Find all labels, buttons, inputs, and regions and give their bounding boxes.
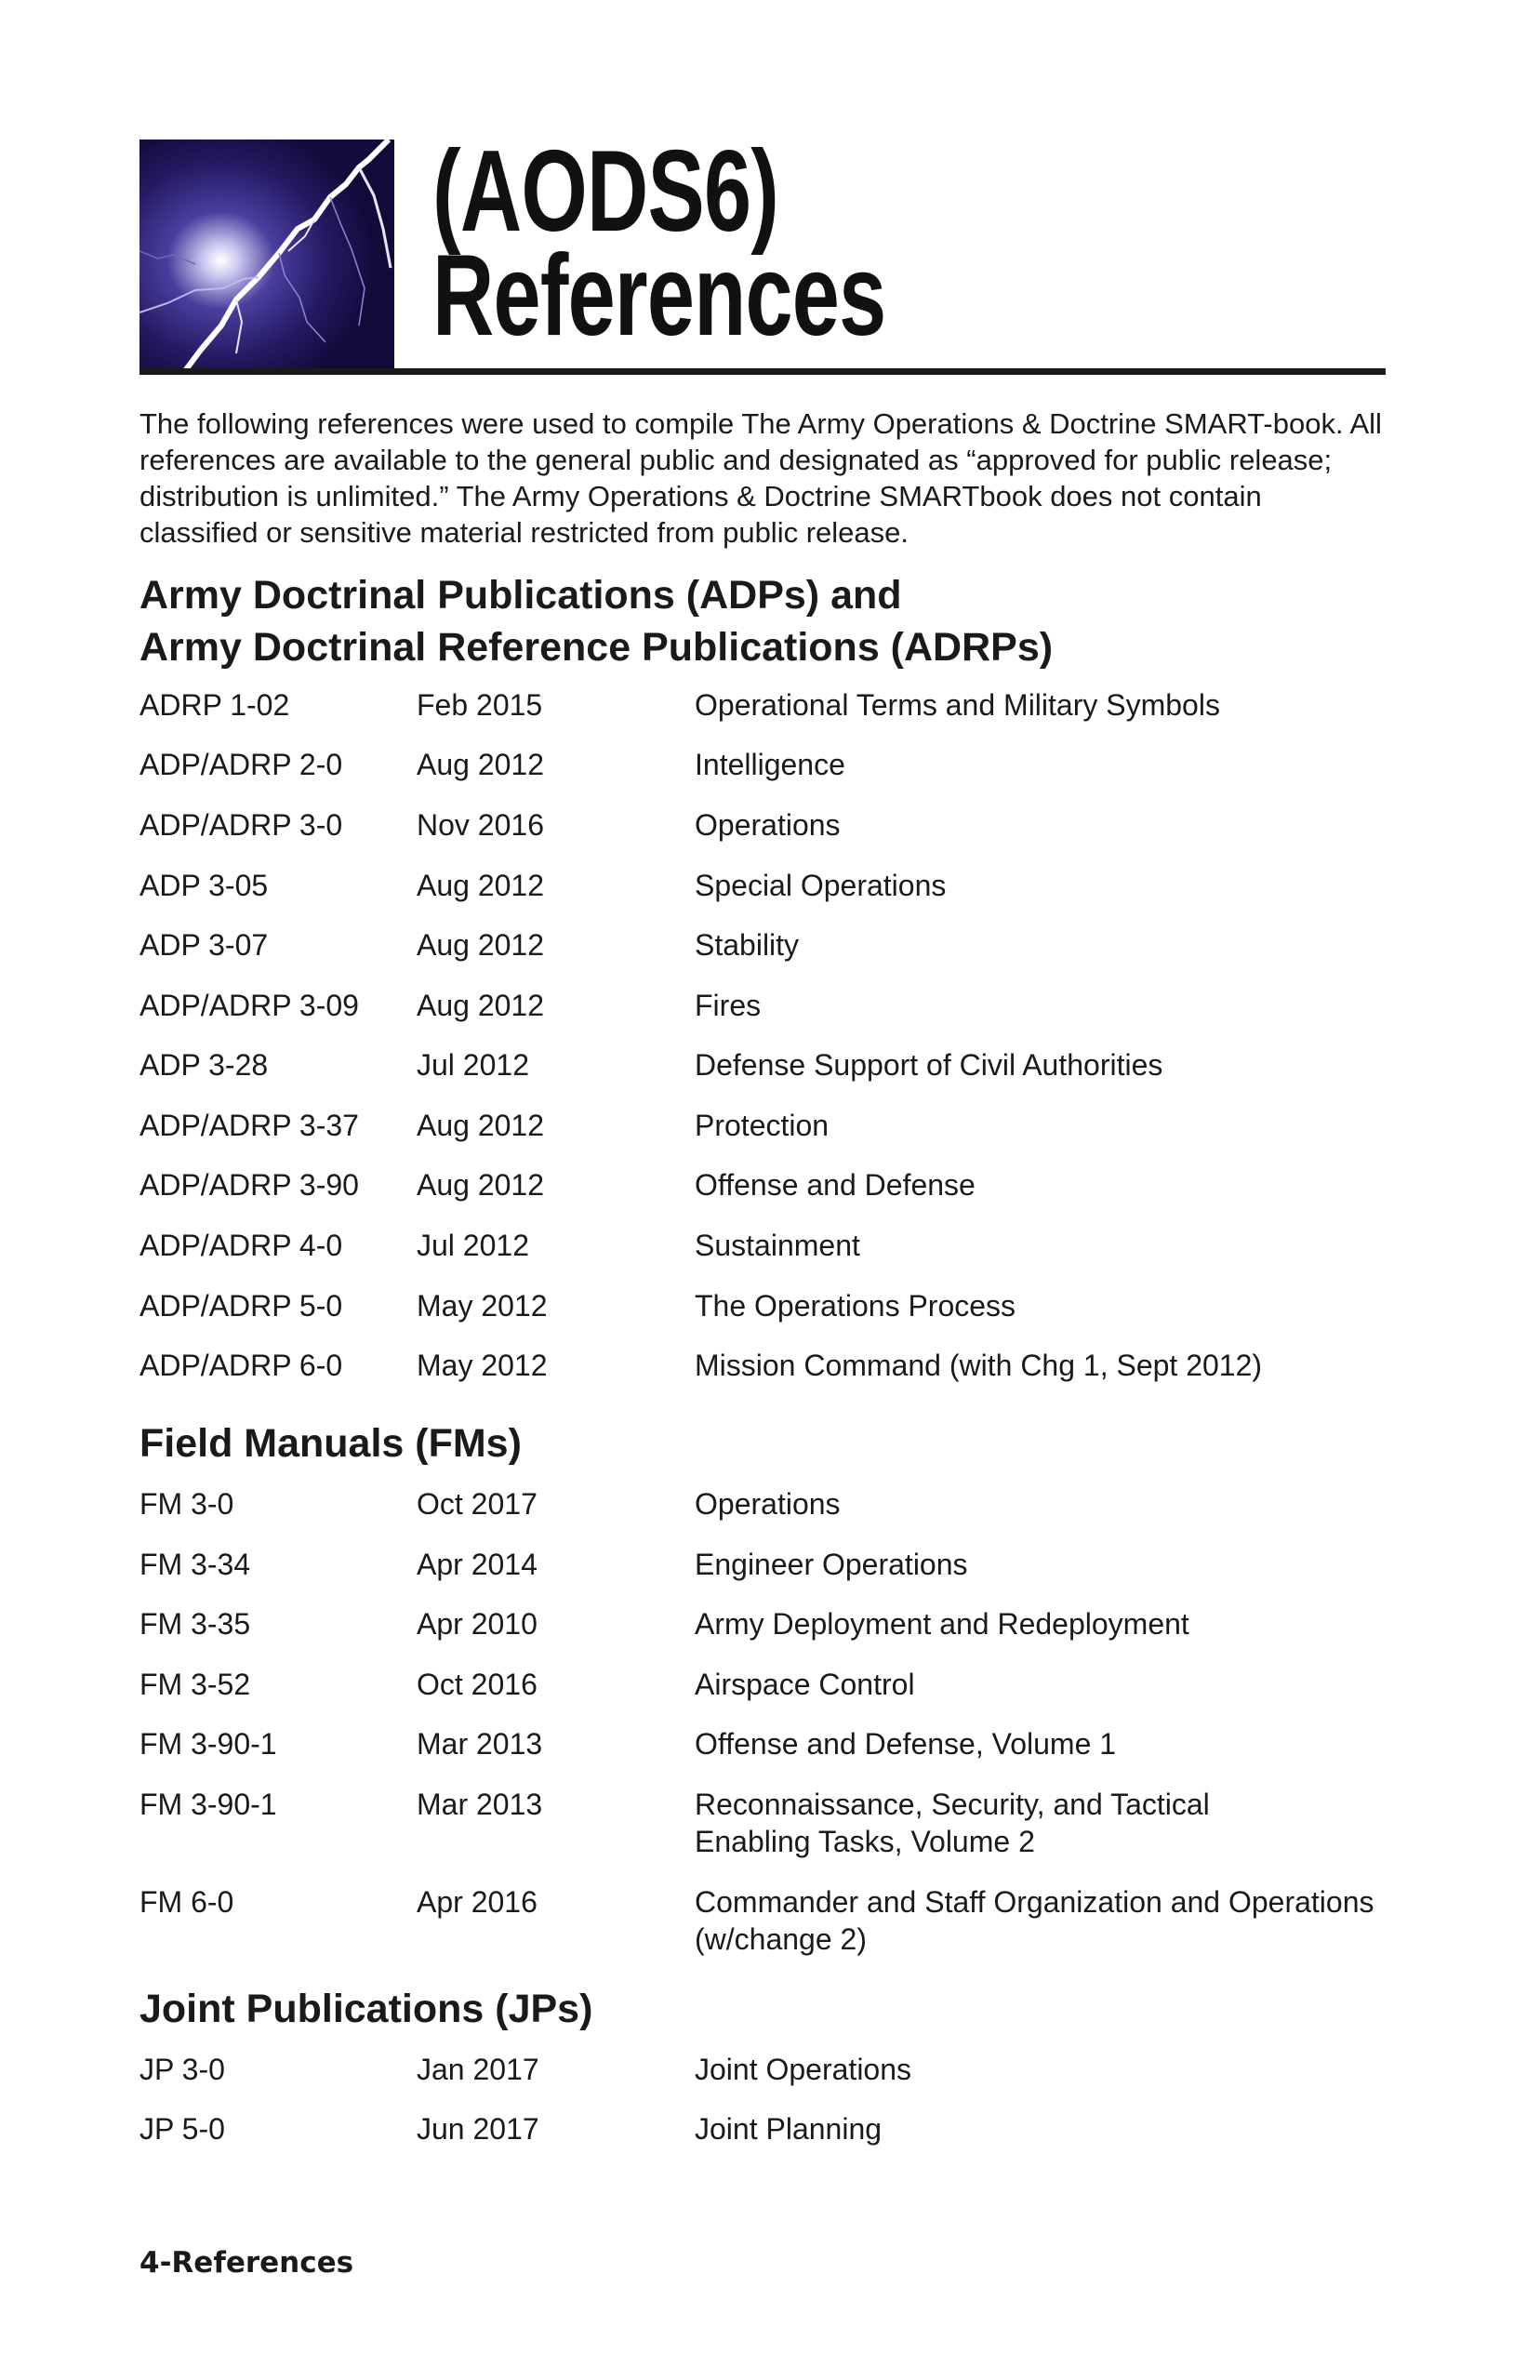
reference-title-line: Commander and Staff Organization and Operations — [695, 1885, 1374, 1919]
reference-row — [139, 1666, 1386, 1703]
chapter-title — [432, 127, 886, 360]
reference-id: ADP/ADRP 3-90 — [139, 1168, 359, 1202]
chapter-name: References — [432, 232, 886, 360]
reference-id: FM 3-90-1 — [139, 1727, 277, 1761]
reference-date: Apr 2016 — [417, 1885, 538, 1919]
reference-id: FM 6-0 — [139, 1885, 234, 1919]
reference-row — [139, 1347, 1386, 1384]
reference-row — [139, 1287, 1386, 1324]
reference-row — [139, 2110, 1386, 2147]
reference-title: Offense and Defense — [695, 1168, 976, 1202]
header-divider — [139, 368, 1386, 375]
reference-title-line: Enabling Tasks, Volume 2 — [695, 1825, 1035, 1858]
reference-date: Aug 2012 — [417, 1168, 545, 1202]
reference-id: ADRP 1-02 — [139, 688, 290, 722]
reference-title: Engineer Operations — [695, 1548, 968, 1581]
reference-row — [139, 1227, 1386, 1264]
reference-date: Mar 2013 — [417, 1727, 543, 1761]
reference-date: Oct 2016 — [417, 1668, 538, 1701]
reference-title: Defense Support of Civil Authorities — [695, 1048, 1163, 1082]
reference-id: FM 3-90-1 — [139, 1788, 277, 1821]
reference-row — [139, 926, 1386, 964]
reference-row — [139, 746, 1386, 783]
reference-id: ADP/ADRP 2-0 — [139, 748, 343, 781]
reference-title: Special Operations — [695, 869, 947, 902]
reference-row — [139, 1107, 1386, 1144]
reference-row — [139, 1725, 1386, 1762]
reference-date: Jul 2012 — [417, 1229, 529, 1262]
page-number: 4-References — [139, 2246, 354, 2280]
reference-id: ADP/ADRP 3-09 — [139, 989, 359, 1022]
reference-title: Fires — [695, 989, 762, 1022]
reference-title-line: Reconnaissance, Security, and Tactical — [695, 1788, 1210, 1821]
reference-title: The Operations Process — [695, 1289, 1016, 1323]
reference-date: Feb 2015 — [417, 688, 543, 722]
reference-date: Apr 2014 — [417, 1548, 538, 1581]
reference-date: May 2012 — [417, 1289, 548, 1323]
reference-id: ADP 3-28 — [139, 1048, 269, 1082]
reference-row — [139, 1046, 1386, 1084]
reference-id: JP 3-0 — [139, 2053, 225, 2086]
reference-id: ADP/ADRP 3-37 — [139, 1109, 359, 1142]
reference-title: Intelligence — [695, 748, 845, 781]
section-title-fms: Field Manuals (FMs) — [139, 1421, 522, 1466]
section-title-line: Army Doctrinal Publications (ADPs) and — [139, 573, 902, 618]
reference-title: Airspace Control — [695, 1668, 915, 1701]
reference-title: Stability — [695, 928, 800, 962]
reference-date: Aug 2012 — [417, 989, 545, 1022]
chapter-code: (AODS6) — [432, 127, 779, 256]
reference-title: Protection — [695, 1109, 830, 1142]
reference-title — [695, 1883, 1386, 1958]
reference-id: ADP/ADRP 6-0 — [139, 1349, 343, 1382]
reference-id: ADP/ADRP 4-0 — [139, 1229, 343, 1262]
reference-id: FM 3-34 — [139, 1548, 251, 1581]
reference-row — [139, 1605, 1386, 1642]
reference-row — [139, 1546, 1386, 1583]
reference-row — [139, 987, 1386, 1024]
reference-row — [139, 1883, 1386, 1958]
reference-id: FM 3-52 — [139, 1668, 251, 1701]
reference-date: Apr 2010 — [417, 1607, 538, 1641]
reference-title — [695, 1786, 1386, 1860]
reference-id: ADP 3-07 — [139, 928, 269, 962]
reference-date: Aug 2012 — [417, 1109, 545, 1142]
reference-row — [139, 1786, 1386, 1860]
section-title-line: Army Doctrinal Reference Publications (ADRPs) — [139, 625, 1054, 670]
reference-row — [139, 2051, 1386, 2088]
reference-title: Operations — [695, 808, 841, 842]
reference-date: Aug 2012 — [417, 869, 545, 902]
reference-id: ADP/ADRP 5-0 — [139, 1289, 343, 1323]
reference-date: Aug 2012 — [417, 748, 545, 781]
reference-row — [139, 1166, 1386, 1203]
reference-date: Aug 2012 — [417, 928, 545, 962]
reference-date: Jul 2012 — [417, 1048, 529, 1082]
reference-title: Mission Command (with Chg 1, Sept 2012) — [695, 1349, 1263, 1382]
section-title-jps: Joint Publications (JPs) — [139, 1987, 593, 2031]
reference-id: ADP 3-05 — [139, 869, 269, 902]
reference-title: Operations — [695, 1487, 841, 1521]
reference-title: Offense and Defense, Volume 1 — [695, 1727, 1117, 1761]
reference-date: Jun 2017 — [417, 2112, 539, 2146]
reference-row — [139, 1485, 1386, 1522]
reference-date: Mar 2013 — [417, 1788, 543, 1821]
section-title-adps — [139, 569, 1386, 673]
reference-date: Jan 2017 — [417, 2053, 539, 2086]
reference-id: FM 3-0 — [139, 1487, 234, 1521]
intro-paragraph: The following references were used to compile The Army Operations & Doctrine SMART-book. All references are available to the general public and designated as “approved for public release; distribution is unlimited.” The Army Operations & Doctrine SMARTbook does not contain classified or sensitive material restricted from public release. — [139, 407, 1382, 549]
reference-row — [139, 686, 1386, 724]
reference-date: May 2012 — [417, 1349, 548, 1382]
reference-title: Operational Terms and Military Symbols — [695, 688, 1220, 722]
reference-id: FM 3-35 — [139, 1607, 251, 1641]
reference-row — [139, 867, 1386, 904]
reference-date: Oct 2017 — [417, 1487, 538, 1521]
reference-title: Sustainment — [695, 1229, 860, 1262]
chapter-header — [139, 127, 1386, 376]
reference-title-line: (w/change 2) — [695, 1922, 867, 1956]
reference-date: Nov 2016 — [417, 808, 544, 842]
reference-title: Joint Operations — [695, 2053, 912, 2086]
reference-title: Army Deployment and Redeployment — [695, 1607, 1189, 1641]
reference-row — [139, 806, 1386, 844]
reference-id: JP 5-0 — [139, 2112, 225, 2146]
lightning-image — [139, 140, 394, 372]
reference-title: Joint Planning — [695, 2112, 883, 2146]
reference-id: ADP/ADRP 3-0 — [139, 808, 343, 842]
